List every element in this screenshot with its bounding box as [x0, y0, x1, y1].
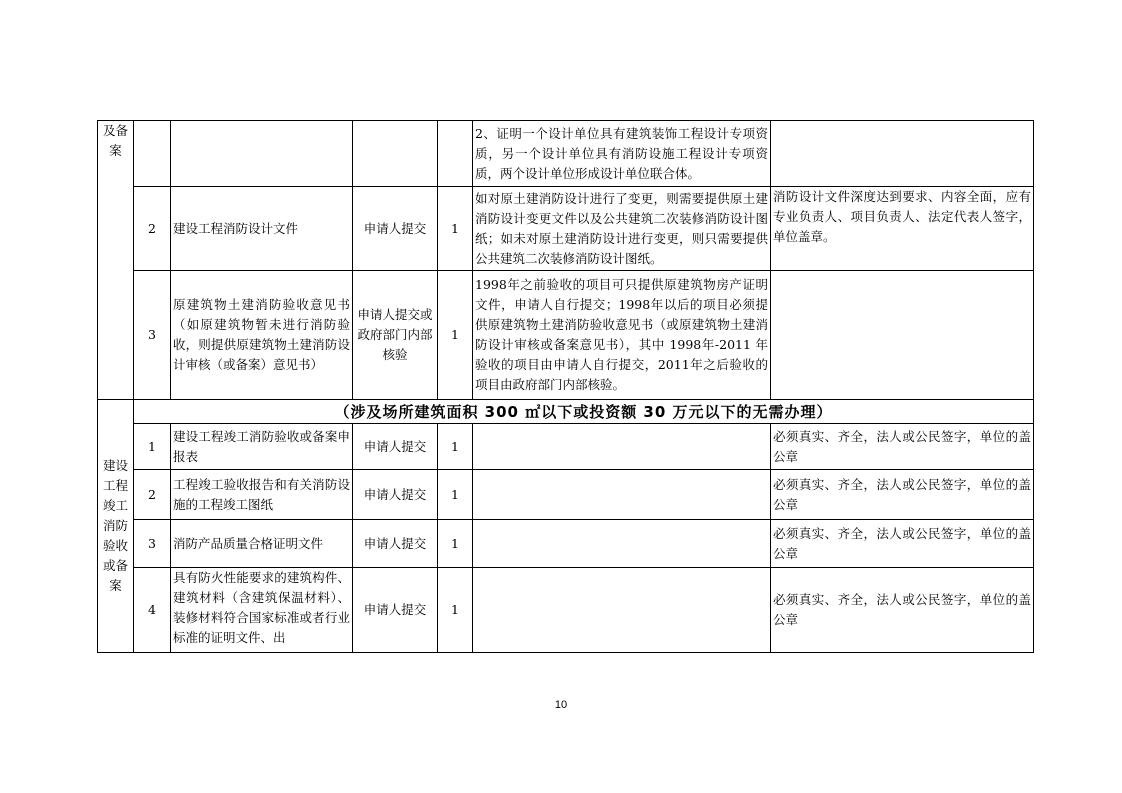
material-requirement: 必须真实、齐全，法人或公民签字，单位的盖公章: [771, 520, 1034, 568]
row-number: [134, 121, 171, 187]
table-row: [98, 121, 1034, 187]
material-source: [353, 121, 438, 187]
material-note: 2、证明一个设计单位具有建筑装饰工程设计专项资质，另一个设计单位具有消防设施工程设计专项资质，两个设计单位形成设计单位联合体。: [473, 121, 771, 187]
material-name: 原建筑物土建消防验收意见书（如原建筑物暂未进行消防验收，则提供原建筑物土建消防设计审核（或备案）意见书）: [171, 271, 353, 400]
table-row: [98, 520, 1034, 568]
section-label-bottom: 建设 工程 竣工 消防 验收 或备 案: [98, 400, 134, 653]
material-note: 如对原土建消防设计进行了变更，则需要提供原土建消防设计变更文件以及公共建筑二次装修消防设计图纸；如未对原土建消防设计进行变更，则只需要提供公共建筑二次装修消防设计图纸。: [473, 187, 771, 271]
material-source: 申请人提交: [353, 568, 438, 653]
table-row: [98, 271, 1034, 400]
copies-count: 1: [438, 568, 473, 653]
material-requirement: [771, 121, 1034, 187]
table-row: [98, 187, 1034, 271]
material-source: 申请人提交: [353, 520, 438, 568]
copies-count: [438, 121, 473, 187]
material-source: 申请人提交: [353, 470, 438, 520]
copies-count: 1: [438, 470, 473, 520]
copies-count: 1: [438, 187, 473, 271]
material-requirement: 必须真实、齐全，法人或公民签字，单位的盖公章: [771, 568, 1034, 653]
material-source: 申请人提交或政府部门内部核验: [353, 271, 438, 400]
row-number: 2: [134, 187, 171, 271]
materials-table: [97, 120, 1034, 653]
page-number: 10: [554, 699, 568, 711]
material-requirement: 必须真实、齐全，法人或公民签字，单位的盖公章: [771, 470, 1034, 520]
exemption-banner: （涉及场所建筑面积 300 ㎡以下或投资额 30 万元以下的无需办理）: [134, 400, 1034, 424]
copies-count: 1: [438, 271, 473, 400]
section-label-top: 及备 案: [98, 121, 134, 400]
material-note: 1998年之前验收的项目可只提供原建筑物房产证明文件，申请人自行提交；1998年以后的项目必须提供原建筑物土建消防验收意见书（或原建筑物土建消防设计审核或备案意见书），其中 1998年-2011 年验收的项目由申请人自行提交，2011年之后验收的项目由政府部门内部核验。: [473, 271, 771, 400]
copies-count: 1: [438, 424, 473, 470]
material-requirement: 消防设计文件深度达到要求、内容全面，应有专业负责人、项目负责人、法定代表人签字，单位盖章。: [771, 187, 1034, 271]
table-row: [98, 424, 1034, 470]
material-note: [473, 568, 771, 653]
material-source: 申请人提交: [353, 424, 438, 470]
material-requirement: [771, 271, 1034, 400]
table-row: [98, 568, 1034, 653]
material-note: [473, 424, 771, 470]
material-note: [473, 520, 771, 568]
material-note: [473, 470, 771, 520]
material-name: 具有防火性能要求的建筑构件、建筑材料（含建筑保温材料）、装修材料符合国家标准或者行业标准的证明文件、出: [171, 568, 353, 653]
material-name: 消防产品质量合格证明文件: [171, 520, 353, 568]
row-number: 1: [134, 424, 171, 470]
material-name: 建设工程消防设计文件: [171, 187, 353, 271]
material-name: [171, 121, 353, 187]
material-source: 申请人提交: [353, 187, 438, 271]
table-row: [98, 400, 1034, 424]
row-number: 3: [134, 271, 171, 400]
material-name: 工程竣工验收报告和有关消防设施的工程竣工图纸: [171, 470, 353, 520]
material-name: 建设工程竣工消防验收或备案申报表: [171, 424, 353, 470]
row-number: 3: [134, 520, 171, 568]
row-number: 2: [134, 470, 171, 520]
row-number: 4: [134, 568, 171, 653]
table-row: [98, 470, 1034, 520]
copies-count: 1: [438, 520, 473, 568]
material-requirement: 必须真实、齐全，法人或公民签字，单位的盖公章: [771, 424, 1034, 470]
